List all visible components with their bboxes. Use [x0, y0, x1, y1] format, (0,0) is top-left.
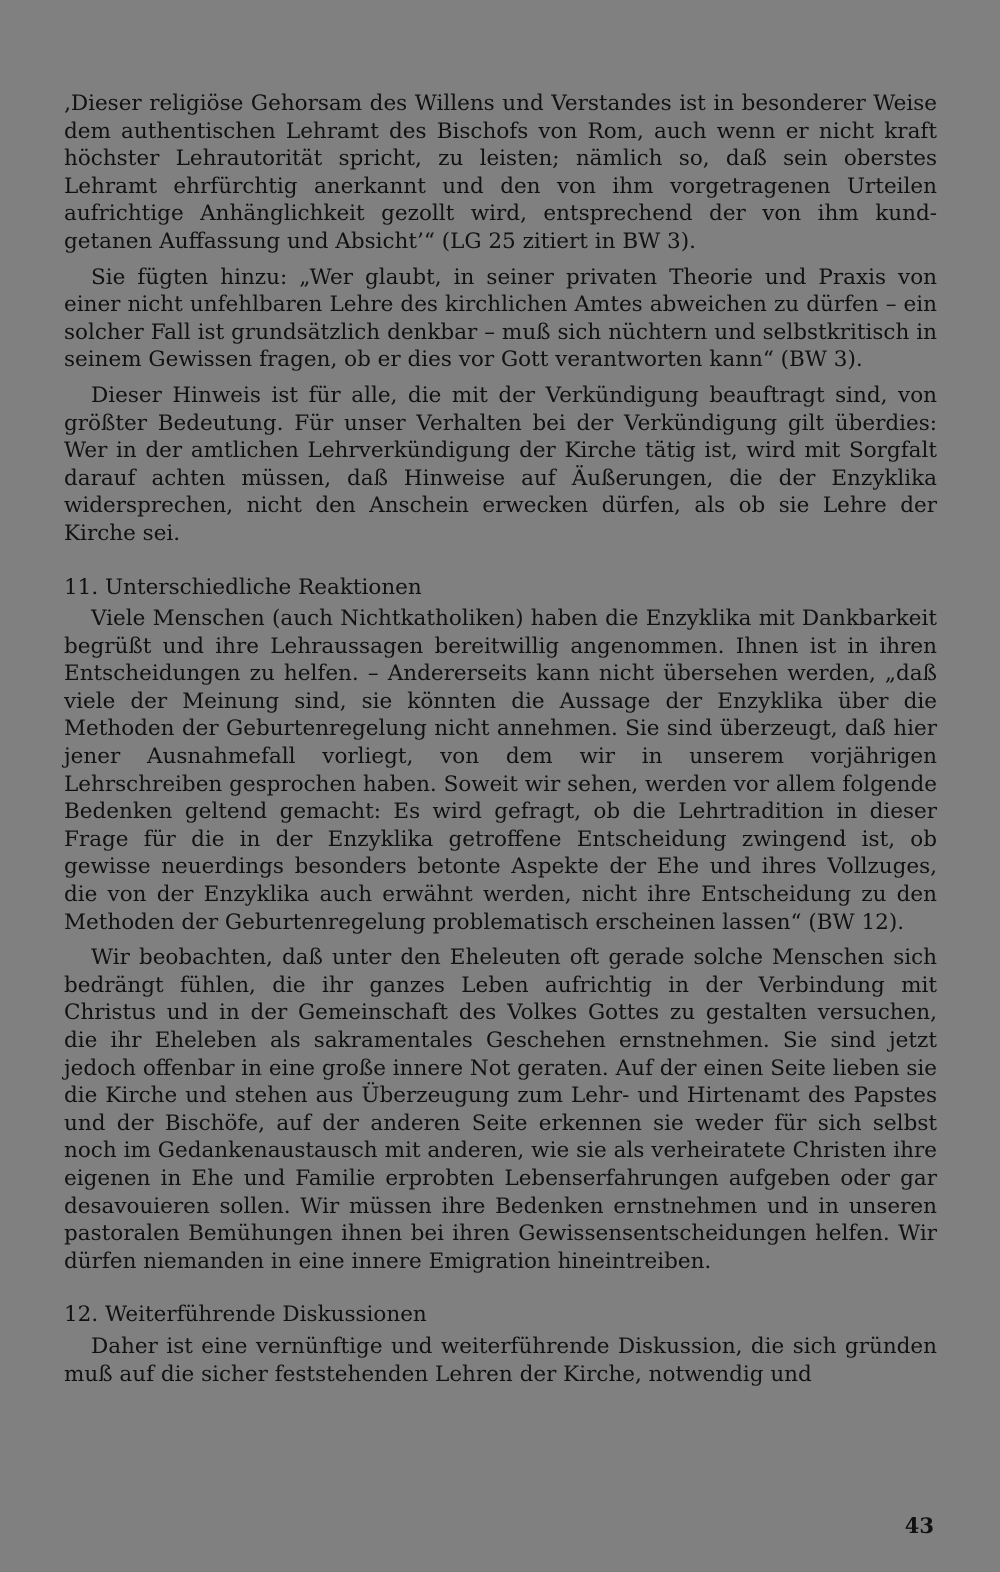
paragraph-section11-reaktionen: Viele Menschen (auch Nichtkatholiken) haben die Enzyklika mit Dankbarkeit begrüßt und ihre Lehraussagen bereitwillig angenommen. Ihnen ist in ihren Entscheidungen zu helfen. – Andererseits kann nicht übersehen werden, „daß viele der Meinung sind, sie könnten die Aussage der Enzyklika über die Methoden der Geburtenregelung nicht annehmen. Sie sind überzeugt, daß hier jener Ausnahmefall vorliegt, von dem wir in unserem vorjährigen Lehrschreiben gesprochen haben. Soweit wir sehen, werden vor allem folgende Bedenken geltend gemacht: Es wird gefragt, ob die Lehrtradition in dieser Frage für die in der Enzyklika getroffene Entscheidung zwingend ist, ob gewisse neuerdings besonders betonte Aspekte der Ehe und ihres Vollzuges, die von der Enzyklika auch erwähnt werden, nicht ihre Entscheidung zu den Methoden der Geburtenregelung problematisch erscheinen lassen“ (BW 12). [64, 606, 937, 935]
paragraph-section12-diskussion: Daher ist eine vernünftige und weiterführende Diskussion, die sich gründen muß auf die sicher feststehenden Lehren der Kirche, notwendig und [64, 1333, 937, 1387]
document-page [64, 90, 937, 1396]
paragraph-section11-eheleute: Wir beobachten, daß unter den Eheleuten oft gerade solche Menschen sich bedrängt fühlen, die ihr ganzes Leben aufrichtig in der Verbindung mit Christus und in der Gemeinschaft des Volkes Gottes zu gestalten versuchen, die ihr Eheleben als sakramentales Geschehen ernstnehmen. Sie sind jetzt jedoch offenbar in eine große innere Not geraten. Auf der einen Seite lieben sie die Kirche und stehen aus Überzeugung zum Lehr- und Hirtenamt des Papstes und der Bischöfe, auf der anderen Seite erkennen sie weder für sich selbst noch im Gedankenaustausch mit anderen, wie sie als verheiratete Christen ihre eigenen in Ehe und Familie erprobten Lebenserfahrungen aufgeben oder gar desavouieren sollen. Wir müssen ihre Bedenken ernstnehmen und in unseren pastoralen Bemühungen ihnen bei ihren Gewissensentscheidungen helfen. Wir dürfen niemanden in eine innere Emigration hineintreiben. [64, 945, 938, 1274]
section-heading-12: 12. Weiterführende Diskussionen [64, 1302, 427, 1328]
paragraph-bw3-addition: Sie fügten hinzu: „Wer glaubt, in seiner privaten Theorie und Praxis von einer nicht unfehlbaren Lehre des kirchlichen Amtes abweichen zu dürfen – ein solcher Fall ist grundsätzlich denkbar – muß sich nüchtern und selbstkritisch in seinem Gewissen fragen, ob er dies vor Gott verantworten kann“ (BW 3). [64, 264, 937, 373]
page-number: 43 [904, 1513, 934, 1538]
paragraph-verkuendigung-hinweis: Dieser Hinweis ist für alle, die mit der Verkündigung beauftragt sind, von größter Bedeutung. Für unser Verhalten bei der Verkündigung gilt überdies: Wer in der amtlichen Lehrverkündigung der Kirche tätig ist, wird mit Sorgfalt darauf achten müssen, daß Hinweise auf Äußerungen, die der Enzyklika widersprechen, nicht den Anschein erwecken dürfen, als ob sie Lehre der Kirche sei. [64, 382, 937, 546]
section-heading-11: 11. Unterschiedliche Reaktionen [64, 574, 422, 600]
paragraph-quote-lg25: ‚Dieser religiöse Gehorsam des Willens und Verstandes ist in besonderer Weise dem authentischen Lehramt des Bischofs von Rom, auch wenn er nicht kraft höchster Lehrautorität spricht, zu leisten; nämlich so, daß sein oberstes Lehramt ehrfürchtig anerkannt und den von ihm vorgetragenen Urteilen aufrichtige Anhänglichkeit gezollt wird, entsprechend der von ihm kundgetanen Auffassung und Absicht’“ (LG 25 zitiert in BW 3). [64, 91, 937, 254]
